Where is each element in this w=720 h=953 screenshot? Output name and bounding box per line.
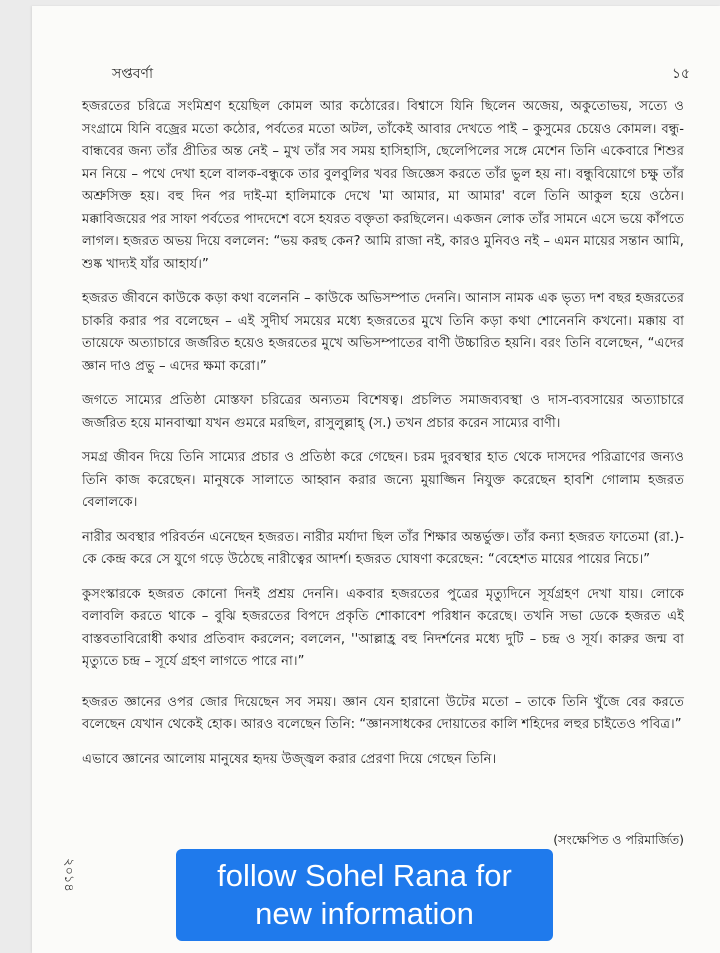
paragraph-slaves: সমগ্র জীবন দিয়ে তিনি সাম্যের প্রচার ও প্রতিষ্ঠা করে গেছেন। চরম দুরবস্থার হাত থেকে দাসদের পরিত্রাণের জন্যও তিনি কাজ করেছেন। মানুষকে সালাতে আহ্বান করার জন্যে মুয়াজ্জিন নিযুক্ত করেছেন হাবশি গোলাম হজরত বেলালকে। bbox=[82, 450, 684, 510]
attribution-note: (সংক্ষেপিত ও পরিমার্জিত) bbox=[553, 832, 684, 847]
running-title: সপ্তবর্ণা bbox=[112, 66, 154, 82]
paragraph-equality: জগতে সাম্যের প্রতিষ্ঠা মোস্তফা চরিত্রের অন্যতম বিশেষত্ব। প্রচলিত সমাজব্যবস্থা ও দাস-ব্যবসায়ের অত্যাচারে জর্জরিত হয়ে মানবাত্মা যখন গুমরে মরছিল, রাসুলুল্লাহ্ (স.) তখন প্রচার করেন সাম্যের বাণী। bbox=[82, 393, 684, 431]
paragraph-superstition: কুসংস্কারকে হজরত কোনো দিনই প্রশ্রয় দেননি। একবার হজরতের পুত্রের মৃত্যুদিনে সূর্যগ্রহণ দেখা যায়। লোকে বলাবলি করতে থাকে – বুঝি হজরতের বিপদে প্রকৃতি শোকাবেশ পরিধান করেছে। তখনি সভা ডেকে হজরত এই বাস্তবতাবিরোধী কথার প্রতিবাদ করলেন; বললেন, ''আল্লাহ্র বহু নিদর্শনের মধ্যে দুটি – চন্দ্র ও সূর্য। কারুর জন্ম বা মৃত্যুতে চন্দ্র – সূর্যে গ্রহণ লাগতে পারে না।” bbox=[82, 586, 684, 669]
paragraph-character: হজরতের চরিত্রে সংমিশ্রণ হয়েছিল কোমল আর কঠোরের। বিশ্বাসে যিনি ছিলেন অজেয়, অকুতোভয়, সত্যে ও সংগ্রামে যিনি বজ্রের মতো কঠোর, পর্বতের মতো অটল, তাঁকেই আবার দেখতে পাই – কুসুমের চেয়েও কোমল। বন্ধু-বান্ধবের জন্য তাঁর প্রীতির অন্ত নেই – মুখ তাঁর সব সময় হাসিহাসি, ছেলেপিলের সঙ্গে মেশেন তিনি একেবারে শিশুর মন নিয়ে – পথে দেখা হলে বালক-বন্ধুকে তার বুলবুলির খবর জিজ্ঞেস করতে তাঁর ভুল হয় না। বন্ধুবিয়োগে চক্ষু তাঁর অশ্রুসিক্ত হয়। বহু দিন পর দাই-মা হালিমাকে দেখে 'মা আমার, মা আমার' বলে তিনি আকুল হয়ে ওঠেন। মক্কাবিজয়ের পর সাফা পর্বতের পাদদেশে বসে হযরত বক্তৃতা করছিলেন। একজন লোক তাঁর সামনে এসে ভয়ে কাঁপতে লাগল। হজরত অভয় দিয়ে বললেন: “ভয় করছ কেন? আমি রাজা নই, কারও মুনিবও নই – এমন মায়ের সন্তান আমি, শুষ্ক খাদ্যই যাঁর আহার্য।” bbox=[82, 99, 684, 272]
page-number: ১৫ bbox=[671, 66, 690, 82]
follow-banner-line2: new information bbox=[255, 896, 474, 931]
paragraph-no-curse: হজরত জীবনে কাউকে কড়া কথা বলেননি – কাউকে অভিসম্পাত দেননি। আনাস নামক এক ভৃত্য দশ বছর হজরতের চাকরি করার পর বলেছেন – এই সুদীর্ঘ সময়ের মধ্যে হজরতের মুখে তিনি কড়া কথা শোনেননি কখনো। মক্কায় বা তায়েফে অত্যাচারে জর্জরিত হয়েও হজরতের মুখে অভিসম্পাতের বাণী উচ্চারিত হয়নি। বরং তিনি বলেছেন, “এদের জ্ঞান দাও প্রভু – এদের ক্ষমা করো।” bbox=[82, 291, 684, 374]
paragraph-women: নারীর অবস্থার পরিবর্তন এনেছেন হজরত। নারীর মর্যাদা ছিল তাঁর শিক্ষার অন্তর্ভুক্ত। তাঁর কন্যা হজরত ফাতেমা (রা.)-কে কেন্দ্র করে সে যুগে গড়ে উঠেছে নারীত্বের আদর্শ। হজরত ঘোষণা করেছেন: “বেহেশত মায়ের পায়ের নিচে।” bbox=[82, 529, 684, 567]
margin-page-number: ২০১৪ bbox=[61, 858, 76, 892]
page-header bbox=[112, 62, 690, 86]
paragraph-knowledge: হজরত জ্ঞানের ওপর জোর দিয়েছেন সব সময়। জ্ঞান যেন হারানো উটের মতো – তাকে তিনি খুঁজে বের করতে বলেছেন যেখান থেকেই হোক। আরও বলেছেন তিনি: “জ্ঞানসাধকের দোয়াতের কালি শহিদের লহুর চাইতেও পবিত্র।” bbox=[82, 694, 684, 732]
follow-banner bbox=[176, 849, 553, 941]
follow-banner-line1: follow Sohel Rana for bbox=[217, 858, 512, 893]
paragraph-closing: এভাবে জ্ঞানের আলোয় মানুষের হৃদয় উজ্জ্বল করার প্রেরণা দিয়ে গেছেন তিনি। bbox=[82, 751, 497, 767]
body-text bbox=[82, 96, 684, 783]
